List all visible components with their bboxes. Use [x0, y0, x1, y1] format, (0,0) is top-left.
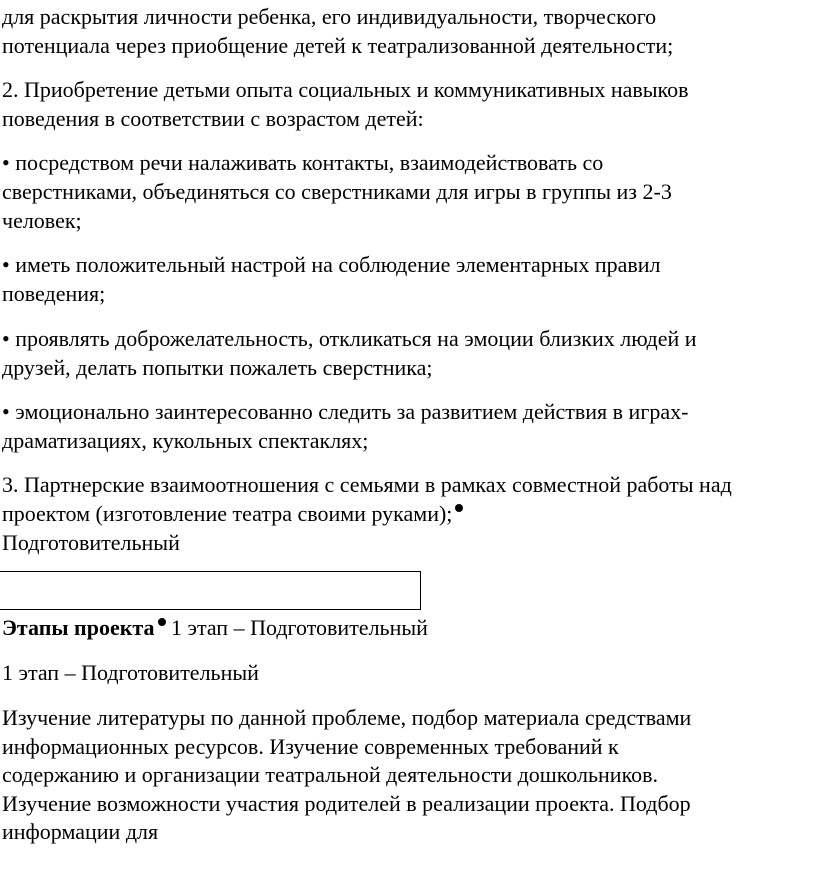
paragraph-stage-1-description — [2, 704, 691, 847]
bullet-dot-icon — [158, 618, 166, 626]
text-line: 1 этап – Подготовительный — [2, 660, 259, 685]
text-line: Изучение литературы по данной проблеме, подбор материала средствами — [2, 705, 692, 730]
text-line: потенциала через приобщение детей к театрализованной деятельности; — [2, 33, 674, 58]
bullet-dot-icon — [455, 504, 463, 512]
empty-text-box — [0, 571, 421, 610]
text-line: 2. Приобретение детьми опыта социальных и коммуникативных навыков — [2, 77, 689, 102]
stage-label: 1 этап – Подготовительный — [171, 615, 428, 640]
text-line: • эмоционально заинтересованно следить за развитием действия в играх- — [2, 399, 689, 424]
text-line: Подготовительный — [2, 530, 180, 555]
text-line: драматизациях, кукольных спектаклях; — [2, 428, 369, 453]
text-line: друзей, делать попытки пожалеть сверстника; — [2, 355, 433, 380]
text-line: • проявлять доброжелательность, откликаться на эмоции близких людей и — [2, 326, 697, 351]
stage-1-title — [2, 658, 259, 687]
text-fragment: проектом (изготовление театра своими руками); — [2, 501, 453, 526]
text-line: 3. Партнерские взаимоотношения с семьями в рамках совместной работы над — [2, 472, 732, 497]
text-line: информационных ресурсов. Изучение современных требований к — [2, 733, 619, 759]
text-line: сверстниками, объединяться со сверстниками для игры в группы из 2-3 — [2, 179, 672, 204]
text-line: информации для — [2, 819, 159, 844]
stages-heading: Этапы проекта — [2, 615, 155, 640]
text-line: для раскрытия личности ребенка, его индивидуальности, творческого — [2, 4, 657, 29]
text-line: • посредством речи налаживать контакты, взаимодействовать со — [2, 150, 604, 175]
bullet-item-emotional — [2, 397, 688, 455]
paragraph-task-3 — [2, 470, 732, 557]
paragraph-goal-continuation — [2, 2, 673, 60]
paragraph-task-2 — [2, 75, 689, 133]
text-line: • иметь положительный настрой на соблюдение элементарных правил — [2, 252, 661, 277]
text-line: поведения в соответствии с возрастом детей: — [2, 106, 424, 131]
text-line: содержанию и организации театральной деятельности дошкольников. — [2, 762, 659, 787]
text-line — [2, 499, 732, 528]
bullet-item-kindness — [2, 324, 697, 382]
text-line: поведения; — [2, 281, 106, 306]
stages-heading-line — [2, 613, 428, 642]
text-line: человек; — [2, 208, 82, 233]
bullet-item-contacts — [2, 148, 672, 235]
text-line — [2, 613, 428, 642]
text-line: Изучение возможности участия родителей в реализации проекта. Подбор — [2, 790, 691, 816]
bullet-item-attitude — [2, 250, 661, 308]
